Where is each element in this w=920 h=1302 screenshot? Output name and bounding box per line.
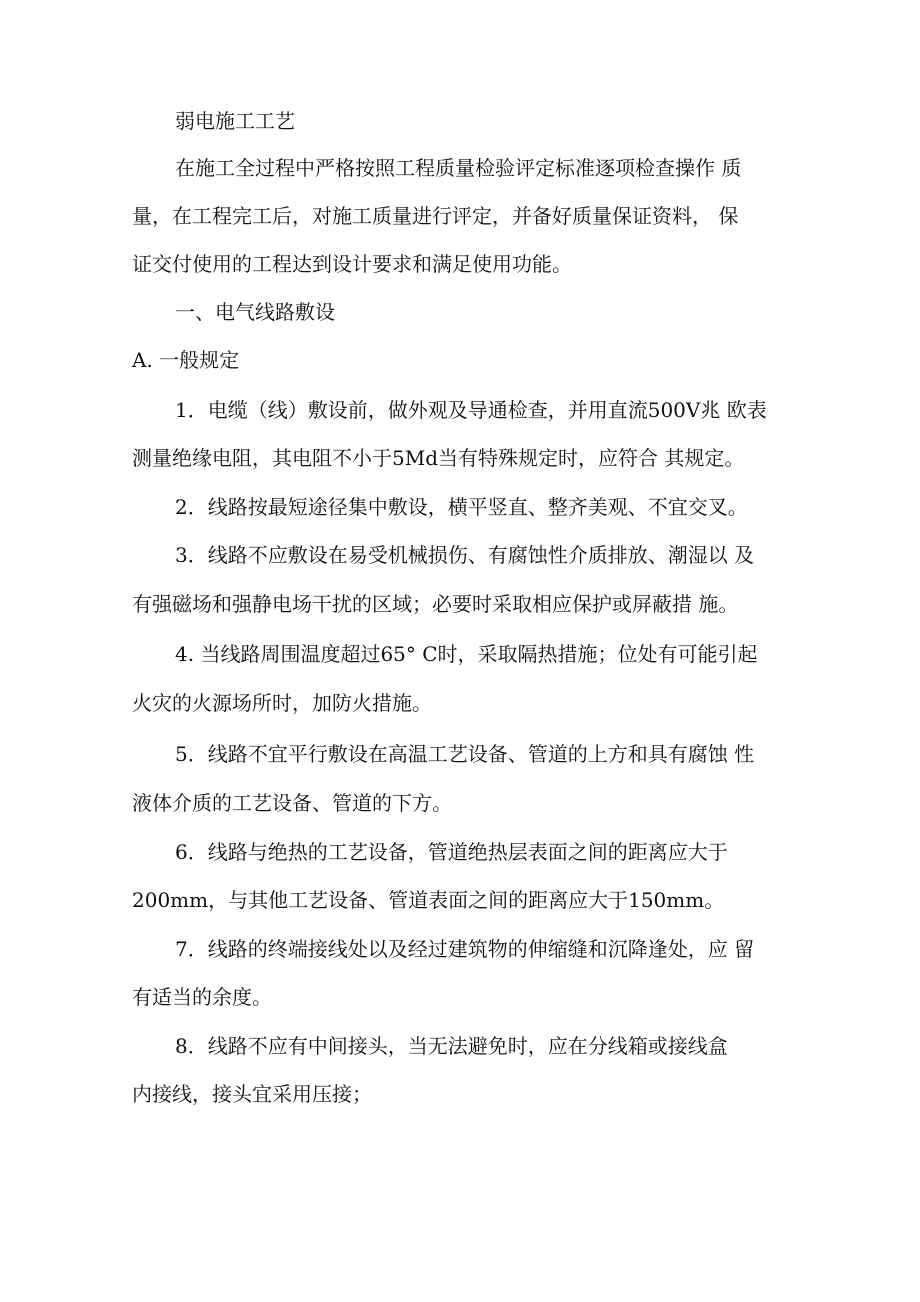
intro-line: 证交付使用的工程达到设计要求和满足使用功能。: [132, 252, 572, 276]
section-heading: 一、电气线路敷设: [175, 300, 335, 324]
list-item-5-line-1: 5．线路不宜平行敷设在高温工艺设备、管道的上方和具有腐蚀 性: [175, 742, 755, 766]
intro-line: 在施工全过程中严格按照工程质量检验评定标准逐项检查操作 质: [175, 156, 742, 180]
list-item-3-line-1: 3．线路不应敷设在易受机械损伤、有腐蚀性介质排放、潮湿以 及: [175, 543, 755, 567]
list-item-1-line-1: 1．电缆（线）敷设前，做外观及导通检查，并用直流500V兆 欧表: [175, 398, 767, 422]
list-item-2-line-1: 2．线路按最短途径集中敷设，横平竖直、整齐美观、不宜交叉。: [175, 495, 748, 519]
list-item-4-line-2: 火灾的火源场所时，加防火措施。: [132, 691, 432, 715]
list-item-8-line-1: 8．线路不应有中间接头，当无法避免时，应在分线箱或接线盒: [175, 1034, 728, 1058]
list-item-6-line-1: 6．线路与绝热的工艺设备，管道绝热层表面之间的距离应大于: [175, 840, 728, 864]
list-item-4-line-1: 4. 当线路周围温度超过65° C时，采取隔热措施；位处有可能引起: [175, 642, 758, 666]
intro-line: 量，在工程完工后，对施工质量进行评定，并备好质量保证资料， 保: [132, 204, 739, 228]
list-item-7-line-1: 7．线路的终端接线处以及经过建筑物的伸缩缝和沉降逢处，应 留: [175, 937, 755, 961]
list-item-6-line-2: 200mm，与其他工艺设备、管道表面之间的距离应大于150mm。: [132, 888, 725, 912]
list-item-1-line-2: 测量绝缘电阻，其电阻不小于5Md当有特殊规定时，应符合 其规定。: [132, 446, 745, 470]
list-item-7-line-2: 有适当的余度。: [132, 985, 272, 1009]
list-item-5-line-2: 液体介质的工艺设备、管道的下方。: [132, 791, 452, 815]
list-item-8-line-2: 内接线，接头宜采用压接；: [132, 1082, 372, 1106]
subsection-heading: A. 一般规定: [132, 348, 240, 372]
list-item-3-line-2: 有强磁场和强静电场干扰的区域；必要时采取相应保护或屏蔽措 施。: [132, 592, 739, 616]
document-title: 弱电施工工艺: [175, 109, 295, 133]
